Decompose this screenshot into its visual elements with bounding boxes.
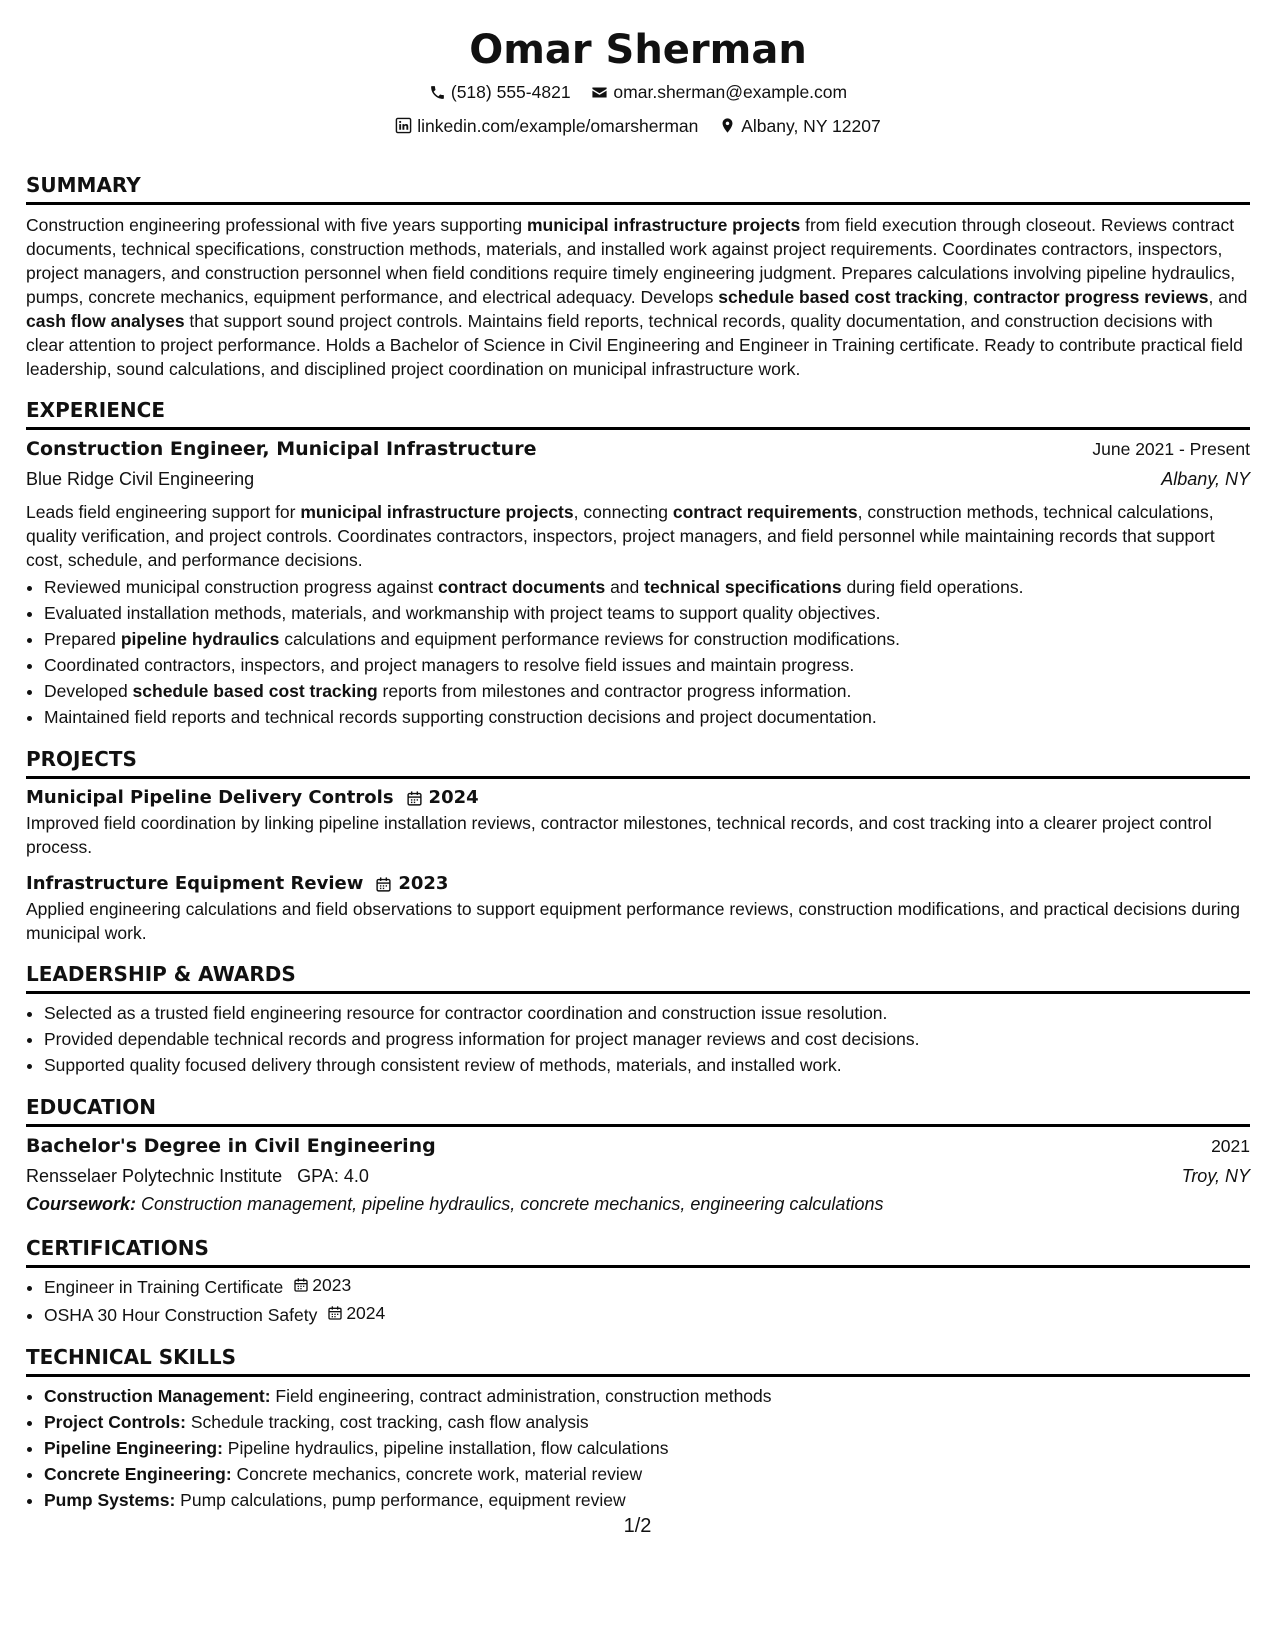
summary-bold: municipal infrastructure projects [526,215,801,235]
summary-bold: cash flow analyses [26,311,185,331]
job-bullet [44,704,1250,730]
degree-name: Bachelor's Degree in Civil Engineering [26,1135,436,1157]
degree-year: 2021 [1211,1136,1250,1156]
summary-bold: schedule based cost tracking [718,287,964,307]
leadership-item: • Selected as a trusted field engineering resource for contractor coordination and construction issue resolution. [44,1000,1250,1026]
education-header [26,1133,1250,1159]
coursework-label: Coursework: [26,1194,137,1214]
section-title-leadership: LEADERSHIP & AWARDS [26,961,1250,994]
summary-seg: from field execution through closeout. Reviews contract documents, technical specifications, construction methods, materials, and installed work against project requirements. Coordinates contractors, inspectors, project managers, and construction personnel when field conditions require timely engineering judgment. Prepares calculations involving pipeline hydraulics, pumps, concrete mechanics, equipment performance, and electrical adequacy. Develops [26,215,1236,307]
project-name: Infrastructure Equipment Review [26,873,364,894]
phone-text: (518) 555-4821 [450,82,571,102]
location-text: Albany, NY 12207 [741,115,881,136]
bullet-bold: contract documents [437,577,606,597]
summary-seg: Construction engineering professional with five years supporting [26,215,527,235]
education-subheader [26,1163,1250,1189]
bullet-seg: Developed [44,681,133,701]
skill-value: Field engineering, contract administration, construction methods [275,1386,772,1406]
project-item [26,871,1250,945]
job-bullet [44,678,1250,704]
calendar-icon [375,876,392,893]
job-location: Albany, NY [1161,469,1250,489]
skill-label: Project Controls: [44,1412,186,1432]
linkedin-icon [395,117,412,134]
skill-label: Concrete Engineering: [44,1464,232,1484]
skill-value: Pipeline hydraulics, pipeline installation, flow calculations [227,1438,669,1458]
bullet-bold: pipeline hydraulics [120,629,280,649]
map-pin-icon [719,117,736,134]
section-title-summary: SUMMARY [26,172,1250,205]
job-bullet [44,600,1250,626]
project-title-row [26,785,1250,811]
skill-label: Pipeline Engineering: [44,1438,223,1458]
certification-item [44,1300,1250,1328]
summary-seg: , and [1208,287,1248,307]
contact-location [719,114,880,138]
project-description: Applied engineering calculations and field observations to support equipment performance reviews, construction modifications, and practical decisions during municipal work. [26,899,1241,943]
certification-year: 2023 [312,1275,352,1295]
job-dates: June 2021 - Present [1092,439,1250,459]
candidate-name: Omar Sherman [469,27,807,73]
experience-section [26,397,1250,730]
gpa: GPA: 4.0 [297,1166,369,1186]
job-header [26,436,1250,462]
leadership-item: • Provided dependable technical records and progress information for project manager reviews and cost decisions. [44,1026,1250,1052]
project-item [26,785,1250,859]
school-location: Troy, NY [1181,1166,1250,1186]
section-title-experience: EXPERIENCE [26,397,1250,430]
bullet-seg: during field operations. [841,577,1024,597]
job-desc-bold: contract requirements [672,502,858,522]
summary-bold: contractor progress reviews [973,287,1209,307]
summary-text [26,213,1250,381]
project-year: 2024 [428,787,479,808]
skill-item [44,1487,1250,1513]
project-name: Municipal Pipeline Delivery Controls [26,787,394,808]
certification-date [327,1300,385,1326]
phone-icon [429,84,446,101]
contact-phone[interactable] [429,80,571,104]
skills-section [26,1344,1250,1513]
skill-label: Pump Systems: [44,1490,176,1510]
contact-line-1 [26,80,1250,107]
coursework [26,1191,1250,1217]
skill-item [44,1435,1250,1461]
calendar-icon [406,790,423,807]
bullet-seg: Prepared [44,629,121,649]
envelope-icon [591,84,608,101]
bullet-seg: Reviewed municipal construction progress against [44,577,438,597]
job-desc-seg: , connecting [573,502,673,522]
job-subheader [26,466,1250,492]
summary-section [26,172,1250,381]
contact-email[interactable] [591,80,847,104]
job-bullets [26,574,1250,730]
skills-list [26,1383,1250,1513]
certifications-list [26,1272,1250,1328]
bullet-bold: technical specifications [644,577,842,597]
certification-date [293,1272,351,1298]
skill-item [44,1461,1250,1487]
skill-value: Schedule tracking, cost tracking, cash flow analysis [190,1412,589,1432]
calendar-icon [327,1305,343,1321]
certifications-section [26,1235,1250,1328]
job-bullet [44,652,1250,678]
linkedin-text: linkedin.com/example/omarsherman [417,115,699,136]
section-title-education: EDUCATION [26,1094,1250,1127]
bullet-seg: Maintained field reports and technical records supporting construction decisions and project documentation. [44,707,877,727]
skill-item [44,1383,1250,1409]
bullet-bold: schedule based cost tracking [132,681,378,701]
calendar-icon [293,1277,309,1293]
resume-page [26,0,1250,1513]
section-title-certifications: CERTIFICATIONS [26,1235,1250,1268]
bullet-seg: reports from milestones and contractor progress information. [377,681,852,701]
leadership-item: • Supported quality focused delivery through consistent review of methods, materials, and installed work. [44,1052,1250,1078]
summary-seg: , [963,287,974,307]
contact-line-2 [26,114,1250,141]
job-description [26,500,1250,572]
job-desc-seg: , construction methods, technical calculations, quality verification, and project controls. Coordinates contractors, inspectors, project managers, and field personnel while maintaining records that support cost, schedule, and performance decisions. [26,502,1215,570]
certification-name: Engineer in Training Certificate [44,1277,284,1297]
job-desc-seg: Leads field engineering support for [26,502,301,522]
bullet-seg: calculations and equipment performance reviews for construction modifications. [279,629,900,649]
email-text: omar.sherman@example.com [613,82,848,102]
projects-section [26,746,1250,945]
coursework-text: Construction management, pipeline hydraulics, concrete mechanics, engineering calculations [141,1194,884,1214]
job-desc-bold: municipal infrastructure projects [300,502,574,522]
project-title-row [26,871,1250,897]
certification-item [44,1272,1250,1300]
project-description: Improved field coordination by linking pipeline installation reviews, contractor milestones, technical records, and cost tracking into a clearer project control process. [26,813,1212,857]
leadership-section [26,961,1250,1078]
contact-linkedin[interactable] [395,114,698,138]
bullet-seg: and [605,577,645,597]
project-year: 2023 [398,873,449,894]
certification-year: 2024 [346,1303,386,1323]
page-number: 1/2 [623,1515,652,1537]
section-title-projects: PROJECTS [26,746,1250,779]
skill-label: Construction Management: [44,1386,271,1406]
bullet-seg: Evaluated installation methods, materials, and workmanship with project teams to support quality objectives. [44,603,881,623]
skill-value: Pump calculations, pump performance, equipment review [180,1490,626,1510]
leadership-list [26,1000,1250,1078]
skill-value: Concrete mechanics, concrete work, material review [236,1464,643,1484]
certification-name: OSHA 30 Hour Construction Safety [44,1305,318,1325]
school-info [26,1163,369,1189]
job-bullet [44,626,1250,652]
school-name: Rensselaer Polytechnic Institute [26,1166,283,1186]
skill-item [44,1409,1250,1435]
job-bullet [44,574,1250,600]
summary-seg: that support sound project controls. Maintains field reports, technical records, quality documentation, and construction decisions with clear attention to project performance. Holds a Bachelor of Science in Civil Engineering and Engineer in Training certificate. Ready to contribute practical field leadership, sound calculations, and disciplined project coordination on municipal infrastructure work. [26,311,1243,379]
education-section [26,1094,1250,1217]
job-company: Blue Ridge Civil Engineering [26,469,255,489]
bullet-seg: Coordinated contractors, inspectors, and project managers to resolve field issues and maintain progress. [44,655,855,675]
job-title: Construction Engineer, Municipal Infrastructure [26,438,537,460]
section-title-skills: TECHNICAL SKILLS [26,1344,1250,1377]
